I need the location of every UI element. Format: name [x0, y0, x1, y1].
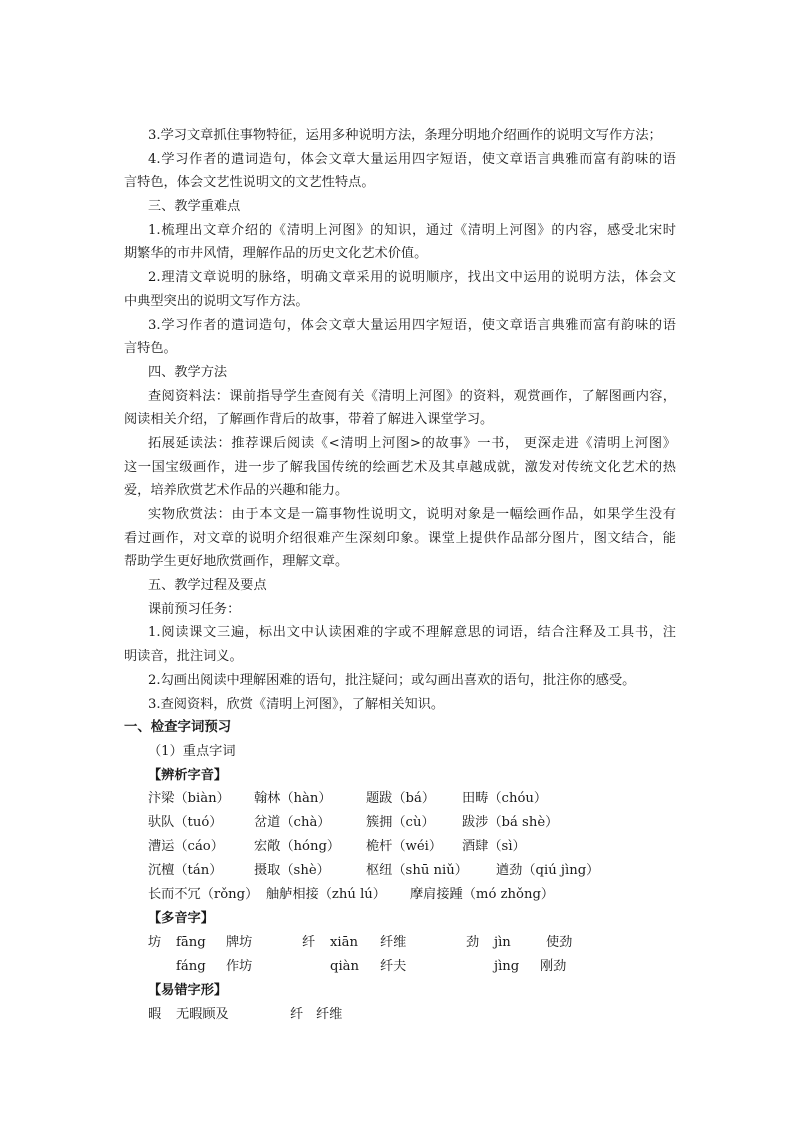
pronunciation-item: 汴梁（biàn）	[148, 791, 230, 807]
wrong-char-word: 无暇顾及	[176, 1006, 229, 1022]
objective-4-line-2: 言特色，体会文艺性说明文的文艺性特点。	[124, 175, 375, 191]
method-appreciation-line-1: 实物欣赏法：由于本文是一篇事物性说明文，说明对象是一幅绘画作品，如果学生没有	[148, 507, 676, 522]
preview-task-1-line-2: 明读音，批注词义。	[124, 649, 243, 665]
pronunciation-item: 岔道（chà）	[254, 815, 331, 831]
pronunciation-item: 跋涉（bá shè）	[462, 815, 559, 831]
polyphone-heading: 【多音字】	[148, 911, 214, 927]
polyphone-word: 作坊	[226, 958, 253, 974]
pronunciation-item: 翰林（hàn）	[254, 791, 332, 807]
pronunciation-item: 簇拥（cù）	[366, 815, 435, 831]
pronunciation-item: 桅杆（wéi）	[366, 839, 443, 855]
pronunciation-item: 酒肆（sì）	[462, 839, 526, 855]
preview-task-3: 3.查阅资料，欣赏《清明上河图》，了解相关知识。	[148, 696, 445, 712]
method-research-line-2: 阅读相关介绍，了解画作背后的故事，带着了解进入课堂学习。	[124, 412, 494, 428]
key-point-1-line-2: 期繁华的市井风情，理解作品的历史文化艺术价值。	[124, 246, 428, 262]
polyphone-word: 纤维	[380, 934, 407, 950]
polyphone-pinyin: fāng	[176, 934, 206, 950]
polyphone-pinyin: jìng	[494, 958, 520, 974]
method-extended-line-3: 爱，培养欣赏艺术作品的兴趣和能力。	[124, 483, 349, 499]
pronunciation-heading: 【辨析字音】	[148, 767, 228, 783]
document-body	[0, 124, 794, 1027]
section-heading-methods: 四、教学方法	[148, 364, 228, 380]
pronunciation-item: 田畴（chóu）	[462, 791, 548, 807]
key-point-3-line-2: 言特色。	[124, 341, 177, 357]
pronunciation-item: 驮队（tuó）	[148, 815, 223, 831]
pronunciation-row	[0, 811, 794, 835]
pronunciation-item: 题跋（bá）	[366, 791, 436, 807]
method-extended-line-2: 这一国宝级画作，进一步了解我国传统的绘画艺术及其卓越成就，激发对传统文化艺术的热	[124, 459, 676, 475]
pronunciation-item: 长而不冗（rǒng）	[148, 887, 259, 903]
method-appreciation-line-2: 看过画作，对文章的说明介绍很难产生深刻印象。课堂上提供作品部分图片，图文结合，能	[124, 530, 676, 546]
method-appreciation-line-3: 帮助学生更好地欣赏画作，理解文章。	[124, 554, 349, 570]
polyphone-char: 坊	[148, 934, 162, 950]
polyphone-word: 纤夫	[380, 958, 407, 974]
polyphone-pinyin: xiān	[330, 934, 359, 950]
pronunciation-row	[0, 883, 794, 907]
wrong-char: 纤	[290, 1006, 304, 1022]
polyphone-row	[0, 955, 794, 979]
method-research-line-1: 查阅资料法：课前指导学生查阅有关《清明上河图》的资料，观赏画作，了解图画内容，	[148, 388, 676, 404]
polyphone-word: 使劲	[546, 934, 573, 950]
pronunciation-row	[0, 835, 794, 859]
pronunciation-item: 遒劲（qiú jìng）	[496, 863, 600, 879]
polyphone-char: 纤	[302, 934, 316, 950]
subheading-key-words: （1）重点字词	[148, 743, 236, 759]
wrong-char: 暇	[148, 1006, 162, 1022]
objective-3: 3.学习文章抓住事物特征，运用多种说明方法，条理分明地介绍画作的说明文写作方法；	[148, 128, 662, 143]
polyphone-pinyin: fáng	[176, 958, 206, 974]
key-point-1-line-1: 1.梳理出文章介绍的《清明上河图》的知识，通过《清明上河图》的内容，感受北宋时	[148, 222, 676, 238]
pronunciation-item: 宏敞（hóng）	[254, 839, 341, 855]
polyphone-word: 牌坊	[226, 934, 253, 950]
preview-tasks-label: 课前预习任务：	[148, 601, 241, 617]
pronunciation-item: 枢纽（shū niǔ）	[366, 863, 468, 879]
polyphone-pinyin: jìn	[494, 934, 511, 950]
objective-4-line-1: 4.学习作者的遣词造句，体会文章大量运用四字短语，使文章语言典雅而富有韵味的语	[148, 151, 676, 167]
section-heading-process: 五、教学过程及要点	[148, 578, 267, 594]
pronunciation-item: 漕运（cáo）	[148, 839, 224, 855]
pronunciation-row	[0, 859, 794, 883]
polyphone-pinyin: qiàn	[330, 958, 360, 974]
pronunciation-item: 沉檀（tán）	[148, 863, 223, 879]
polyphone-row	[0, 931, 794, 955]
key-point-2-line-1: 2.理清文章说明的脉络，明确文章采用的说明顺序，找出文中运用的说明方法，体会文	[148, 270, 676, 286]
pronunciation-item: 摩肩接踵（mó zhǒng）	[410, 887, 555, 903]
key-point-3-line-1: 3.学习作者的遣词造句，体会文章大量运用四字短语，使文章语言典雅而富有韵味的语	[148, 317, 676, 333]
section-heading-vocab-check: 一、检查字词预习	[124, 720, 232, 736]
pronunciation-item: 摄取（shè）	[254, 863, 330, 879]
pronunciation-item: 舳舻相接（zhú lú）	[266, 887, 386, 903]
polyphone-word: 刚劲	[540, 958, 567, 974]
method-extended-line-1: 拓展延读法：推荐课后阅读《<清明上河图>的故事》一书， 更深走进《清明上河图》	[148, 435, 676, 451]
wrong-char-heading: 【易错字形】	[148, 982, 228, 998]
wrong-char-word: 纤维	[316, 1006, 343, 1022]
preview-task-2: 2.勾画出阅读中理解困难的语句，批注疑问；或勾画出喜欢的语句，批注你的感受。	[148, 672, 636, 688]
pronunciation-row	[0, 787, 794, 811]
polyphone-char: 劲	[466, 934, 480, 950]
section-heading-key-points: 三、教学重难点	[148, 199, 241, 215]
preview-task-1-line-1: 1.阅读课文三遍，标出文中认读困难的字或不理解意思的词语，结合注释及工具书，注	[148, 625, 676, 641]
key-point-2-line-2: 中典型突出的说明文写作方法。	[124, 293, 309, 309]
wrong-char-row	[0, 1003, 794, 1027]
